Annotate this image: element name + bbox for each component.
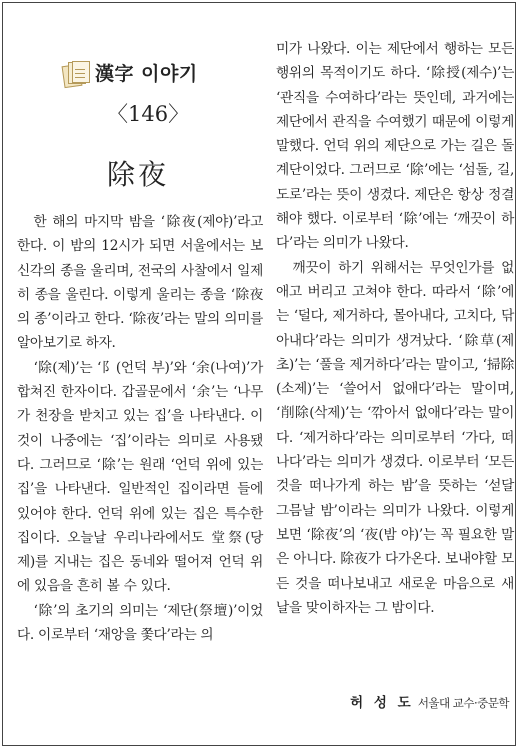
paragraph: 깨끗이 하기 위해서는 무엇인가를 없애고 버리고 고쳐야 한다. 따라서 ‘除’에는 ‘덜다, 제거하다, 몰아내다, 고치다, 닦아내다’라는 의미가 생겨났다. ‘除草(제초)’는 ‘풀을 제거하다’라는 말이고, ‘掃除(소제)’는 ‘쓸어서 없애다’라는 말이며, ‘削除(삭제)’는 ‘깎아서 없애다’라는 말이다. ‘제거하다’라는 의미로부터 ‘가다, 떠나다’라는 의미가 생겼다. 이로부터 ‘모든 것을 떠나가게 하는 밤’을 뜻하는 ‘섣달 그믐날 밤’이라는 의미가 나왔다. 이렇게 보면 ‘除夜’의 ‘夜(밤 야)’는 꼭 필요한 말은 아니다. 除夜가 다가온다. 보내야할 모든 것을 떠나보내고 새로운 마음으로 새날을 맞이하자는 그 밤이다. [276, 259, 514, 616]
book-icon [63, 61, 89, 87]
column-number: 〈146〉 [107, 102, 190, 126]
author-name: 허 성 도 [350, 695, 414, 711]
column-label: 漢字 이야기 [95, 63, 198, 85]
article-title: 除夜 [107, 158, 170, 191]
paragraph: ‘除(제)’는 ‘阝(언덕 부)’와 ‘余(나여)’가 합쳐진 한자이다. 갑골문에서 ‘余’는 ‘나무가 천장을 받치고 있는 집’을 나타낸다. 이것이 나중에는 ‘집’이라는 의미로 사용됐다. 그러므로 ‘除’는 원래 ‘언덕 위에 있는 집’을 나타낸다. 일반적인 집이라면 들에 있어야 한다. 언덕 위에 있는 집은 특수한 집이다. 오늘날 우리나라에서도 堂祭(당제)를 지내는 집은 동네와 떨어져 언덕 위에 있음을 흔히 볼 수 있다. [17, 359, 263, 595]
paragraph: 미가 나왔다. 이는 제단에서 행하는 모든 행위의 목적이기도 하다. ‘除授(제수)’는 ‘관직을 수여하다’라는 뜻인데, 과거에는 제단에서 관직을 수여했기 때문에 이렇게 말했다. 언덕 위의 제단으로 가는 길은 돌계단이었다. 그러므로 ‘除’에는 ‘섬돌, 길, 도로’라는 뜻이 생겼다. 제단은 항상 정결해야 했다. 이로부터 ‘除’에는 ‘깨끗이 하다’라는 의미가 나왔다. [276, 41, 514, 252]
paragraph: ‘除’의 초기의 의미는 ‘제단(祭壇)’이었다. 이로부터 ‘재앙을 쫓다’라는 의 [17, 602, 263, 644]
article-frame [2, 2, 516, 746]
author-affiliation: 서울대 교수·중문학 [417, 696, 509, 710]
column-header [63, 55, 233, 95]
author-byline [350, 691, 509, 711]
paragraph: 한 해의 마지막 밤을 ‘除夜(제야)’라고 한다. 이 밤의 12시가 되면 서울에서는 보신각의 종을 울리며, 전국의 사찰에서 일제히 종을 울린다. 이렇게 울리는 종을 ‘除夜의 종’이라고 한다. ‘除夜’라는 말의 의미를 알아보기로 하자. [17, 214, 263, 352]
